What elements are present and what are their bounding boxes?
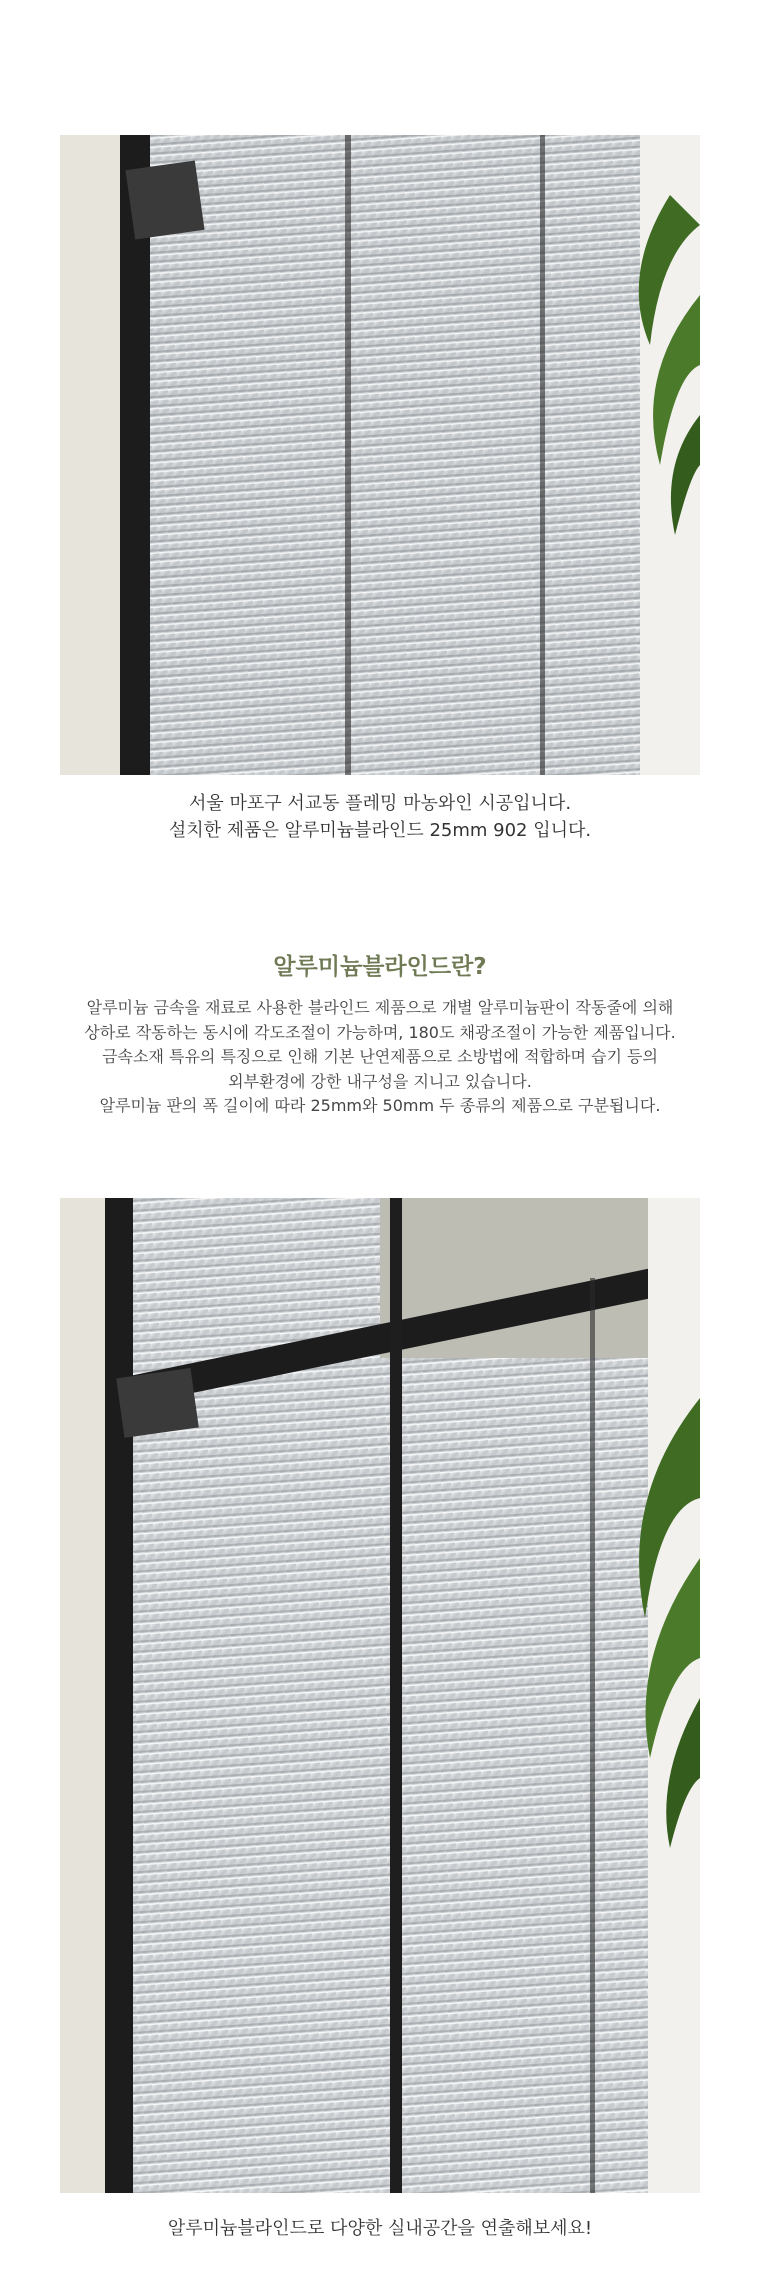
- photo-1-caption: [0, 790, 760, 844]
- installation-photo-1: [60, 135, 700, 775]
- description-line: 알루미늄 판의 폭 길이에 따라 25mm와 50mm 두 종류의 제품으로 구분됩니다.: [99, 1096, 661, 1115]
- installation-photo-2: [60, 1198, 700, 2193]
- description-line: 금속소재 특유의 특징으로 인해 기본 난연제품으로 소방법에 적합하며 습기 등의: [102, 1047, 658, 1066]
- closing-caption: 알루미늄블라인드로 다양한 실내공간을 연출해보세요!: [167, 2218, 593, 2239]
- description-line: 알루미늄 금속을 재료로 사용한 블라인드 제품으로 개별 알루미늄판이 작동줄에 의해: [86, 998, 674, 1017]
- caption-line-2: 설치한 제품은 알루미늄블라인드 25mm 902 입니다.: [168, 820, 592, 841]
- section-title: 알루미늄블라인드란?: [273, 954, 487, 980]
- blind-photo-illustration-1: [60, 135, 700, 775]
- caption-line-1: 서울 마포구 서교동 플레밍 마농와인 시공입니다.: [188, 793, 572, 814]
- description-line: 외부환경에 강한 내구성을 지니고 있습니다.: [228, 1071, 532, 1091]
- section-description: [0, 996, 760, 1119]
- description-line: 상하로 작동하는 동시에 각도조절이 가능하며, 180도 채광조절이 가능한 제품입니다.: [84, 1022, 676, 1042]
- blind-photo-illustration-2: [60, 1198, 700, 2193]
